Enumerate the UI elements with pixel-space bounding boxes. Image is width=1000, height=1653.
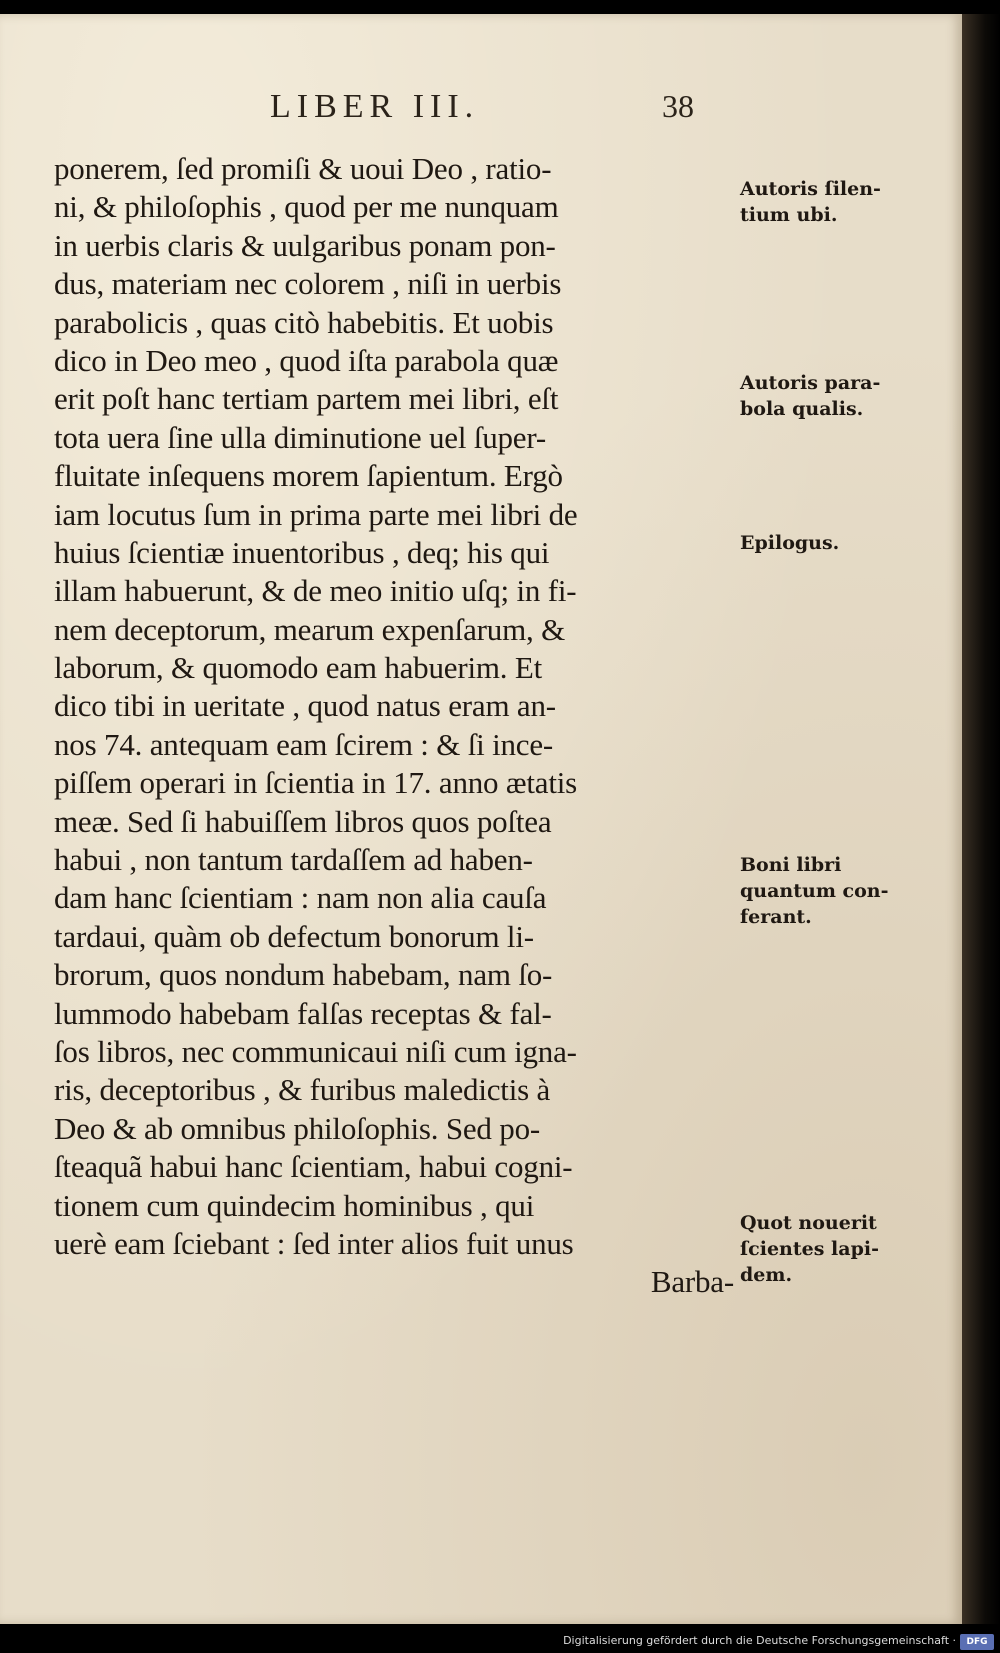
- text-line: ris, deceptoribus , & furibus maledictis à: [54, 1072, 551, 1108]
- text-line: dus, materiam nec colorem , niſi in uerbis: [54, 266, 562, 302]
- text-line: fluitate inſequens morem ſapientum. Ergò: [54, 458, 563, 494]
- text-line: ſteaquã habui hanc ſcientiam, habui cogni-: [54, 1149, 573, 1185]
- marginal-note: Quot nouerit ſcientes lapi- dem.: [740, 1212, 879, 1286]
- marginal-note: Autoris para- bola qualis.: [740, 372, 881, 420]
- text-line: iam locutus ſum in prima parte mei libri de: [54, 496, 578, 532]
- text-line: nos 74. antequam eam ſcirem : & ſi ince-: [54, 726, 554, 762]
- funding-credit: Digitalisierung gefördert durch die Deutsche Forschungsgemeinschaft ·: [563, 1634, 956, 1647]
- text-line: laborum, & quomodo eam habuerim. Et: [54, 650, 543, 686]
- folio-number: 38: [662, 88, 694, 124]
- text-line: meæ. Sed ſi habuiſſem libros quos poſtea: [54, 803, 552, 839]
- text-line: dico in Deo meo , quod iſta parabola quæ: [54, 342, 559, 378]
- text-line: dam hanc ſcientiam : nam non alia cauſa: [54, 880, 547, 916]
- text-line: parabolicis , quas citò habebitis. Et uobis: [54, 304, 554, 340]
- text-line: illam habuerunt, & de meo initio uſq; in fi-: [54, 573, 577, 609]
- text-line: ni, & philoſophis , quod per me nunquam: [54, 189, 559, 225]
- text-line: erit poſt hanc tertiam partem mei libri, eſt: [54, 381, 559, 417]
- catchword: Barba-: [650, 1264, 734, 1300]
- marginal-note: Boni libri quantum con- ferant.: [740, 854, 889, 928]
- text-line: Deo & ab omnibus philoſophis. Sed po-: [54, 1110, 540, 1146]
- text-line: nem deceptorum, mearum expenſarum, &: [54, 611, 566, 647]
- text-line: dico tibi in ueritate , quod natus eram an-: [54, 688, 556, 724]
- text-line: brorum, quos nondum habebam, nam ſo-: [54, 957, 553, 993]
- text-line: uerè eam ſciebant : ſed inter alios fuit unus: [54, 1225, 574, 1261]
- page-edge-shadow: [962, 14, 1000, 1624]
- dfg-logo: DFG: [960, 1634, 994, 1650]
- text-line: habui , non tantum tardaſſem ad haben-: [54, 842, 533, 878]
- running-head: [270, 88, 710, 132]
- marginal-note: Autoris ſilen- tium ubi.: [740, 178, 881, 226]
- body-text: [54, 150, 734, 1302]
- text-line: lummodo habebam falſas receptas & fal-: [54, 995, 552, 1031]
- text-line: tionem cum quindecim hominibus , qui: [54, 1187, 535, 1223]
- running-head-title: LIBER III.: [270, 88, 480, 125]
- text-line: piſſem operari in ſcientia in 17. anno ætatis: [54, 765, 578, 801]
- text-line: ponerem, ſed promiſi & uoui Deo , ratio-: [54, 151, 552, 186]
- text-line: tota uera ſine ulla diminutione uel ſuper-: [54, 419, 546, 455]
- text-line: huius ſcientiæ inuentoribus , deq; his qui: [54, 534, 550, 570]
- footer-bar: [0, 1632, 1000, 1653]
- text-line: ſos libros, nec communicaui niſi cum igna-: [54, 1033, 577, 1069]
- text-line: in uerbis claris & uulgaribus ponam pon-: [54, 227, 556, 263]
- marginal-note: Epilogus.: [740, 532, 840, 554]
- text-line: tardaui, quàm ob defectum bonorum li-: [54, 918, 534, 954]
